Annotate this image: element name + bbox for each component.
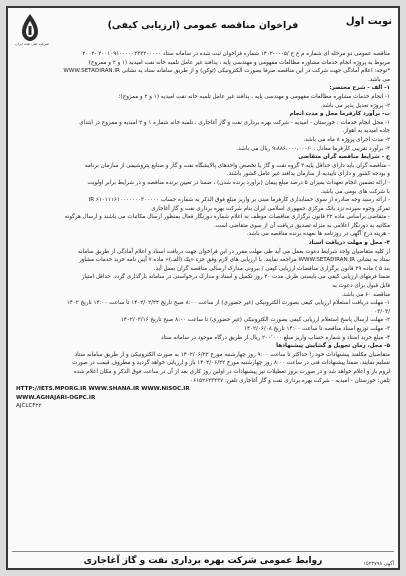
notice-line: بند ۵ ) ماده ۲۹ قانون برگزاری مناقصات ارزیابی کیفی / بیرونی مدارک ارسالی مناقصه گران بعمل آید. [153, 265, 390, 272]
notice-title: فراخوان مناقصه عمومی (ارزیابی کیفی) [107, 20, 299, 31]
notice-line: جاده امیدیه به اهواز. [342, 128, 390, 135]
notice-line: ضمنا فرمهای ارزیابی کیفی می بایستی ظرف مدت ۲۰ روز تکمیل و اسناد و مدارک درخواستی در سامانه بارگذاری گردد. حداقل امتیاز [81, 274, 390, 281]
section-heading: ج - شرایط مناقصه گران متقاضی [298, 154, 390, 161]
tender-notice-page [6, 6, 400, 570]
website-links: HTTP://IETS.MPORG.IR WWW.SHANA.IR WWW.NISOC.IR [16, 386, 190, 393]
notice-code: AJCLCF۲۲ [16, 403, 42, 410]
company-logo-icon [14, 12, 46, 44]
notice-line: ۱- انجام خدمات مشاوره مطالعات مفهومی و مهندسی پایه ، پدافند غیر عامل تلمبه خانه نفت امیدیه (۱ و ۲ و ممزوج)؛ [118, 93, 390, 100]
notice-line: قابل قبول برای دعوت به [332, 283, 390, 290]
notice-line: مربوط به پروژه انجام خدمات مشاوره مطالعات مفهومی و مهندسی پایه ، پدافند غیر عامل تلمبه خانه نفت امیدیه (۱ و ۲ و ممزوج) [88, 59, 390, 66]
notice-line: مکاتبه به دورنگار اعلامی به منزله تصدیق دریافت آن از سوی متقاضی است. [214, 222, 390, 229]
website-links: WWW.AGHAJARI-OGPC.IR [16, 394, 96, 401]
section-heading: ۳- محل و مهلت دریافت اسناد [308, 240, 390, 247]
notice-line: ستاد به نشانی WWW.SETADIRAN.IR مراجعه نمایند. با ارزیابی های لازم وفق جزء «یک (الف)» ماده ۷ آیین نامه خرید خدمات مشاور [78, 257, 390, 264]
notice-line: ۳- مهلت توزیع اسناد مناقصه تا ساعت ۱۴:۰۰ تاریخ ۱۴۰۲/۰۶/۰۸ [243, 326, 390, 332]
notice-line: متقاضیان مکلفند پیشنهادات خود را حداکثر تا ساعت ۹:۰۰ روز چهارشنبه مورخ ۱۴۰۲/۰۶/۲۲ به صورت الکترونیکی و از طریق سامانه ستاد [74, 351, 390, 358]
footer-title: روابط عمومی شرکت بهره برداری نفت و گاز آغاجاری [12, 551, 394, 566]
notice-header [8, 8, 398, 48]
notice-line: - متقاضی براساس ماده ۲۲ قانون برگزاری مناقصات موظف به اعلام شماره دورنگار فعال بمنظور ارسال مکاتبات می باشند و ارسال هرگونه [64, 214, 390, 221]
notice-line: ۲- پروژه تعدیل پذیر می باشد. [320, 102, 390, 109]
notice-line: با شرکت های بومی می باشد. [320, 188, 390, 195]
publication-badge: نوبت اول [345, 16, 392, 27]
notice-line: تلفن: خوزستان - امیدیه - شرکت بهره برداری نفت و گاز آغاجاری تلفن: ۰۶۱۵۲۶۲۳۴۳۷ [190, 377, 390, 384]
notice-line: - ارائه رسید وجه صادره از سوی حسابداری کارفرما مبنی بر واریز مبلغ فوق الذکر به شماره حساب ۶۱۰۱۱۱۶۱۰۰۰۰۰۰۰۳۰۰۰۰۰ IR [88, 197, 390, 204]
notice-line: - هزینه درج آگهی در روزنامه ها بعهده برنده مناقصه می باشد. [246, 231, 390, 238]
notice-line: ۱- محل انجام خدمات : خوزستان - امیدیه - شرکت بهره برداری نفت و گاز آغاجاری ، تلمبه خانه شماره ۱ و ۲ امیدیه و ممزوج در ابتدای [79, 119, 390, 126]
notice-body [8, 48, 398, 411]
notice-footer [12, 551, 394, 566]
notice-line: ۴- مبلغ خرید اسناد و شماره حساب واریز مبلغ ۲۰۰٬۰۰۰ ریال از طریق درگاه موجود در سامانه ستاد [161, 334, 390, 341]
notice-line: ۲- مدت اجرای پروژه ۸ ماه می باشد. [303, 136, 390, 143]
section-heading: ۱- الف - شرح مختصر: [329, 85, 390, 92]
notice-line: مناقصه عمومی دو مرحله ای شماره م ع ح /۰۰۰۵-۱۴۰۲ شماره فراخوان ثبت شده در سامانه ستاد ۲۰۰۱۰۹۱۰۰۰۰۰۲۳۲۲۰۰۰۰۰ -۲۰۰۲ [82, 51, 390, 57]
footer-id: آگهی ۱۵۲۳۷۹۸ [363, 561, 394, 567]
notice-line: /۰۳/۰۳ [374, 308, 390, 315]
notice-line: ۱- مهلت دریافت استعلام ارزیابی کیفی بصورت الکترونیکی (غیر حضوری) از ساعت ۸:۰۰ صبح تاریخ ۱۴۰۲/۰۲/۲۴ تا ساعت ۱۴:۰۰ تاریخ ۱۴۰۲ [66, 300, 390, 307]
notice-line: لزوم باز و اعلام خواهد شد و در صورت بروز تعطیلات نیز پیشنهادات در اولین روز کاری بعد از آن در ساعت فوق الذکر و مکان اعلام شده [73, 368, 390, 375]
notice-line: ۳- برآورد تقریبی کارفرما معادل : -/۹،۸۸۶،۰۰۰،۰۰۰ ریال می باشد. [236, 145, 390, 152]
notice-line: تمرکز وجوه سپرده نزد بانک مرکزی جمهوری اسلامی ایران بنام شرکت بهره برداری نفت و گاز آغاجاری [151, 205, 390, 212]
notice-line: و بودجه کشور و دارای تاییدیه از سازمان پدافند غیر عامل کشور باشند. [226, 171, 390, 178]
notice-line: - ارائه تضمین انجام تعهدات بمیزان ۵ درصد مبلغ پیمان (براورد برنده شدن) ، ضمنا در تعیین برنده مناقصه و در شرایط برابر اولویت [87, 179, 390, 186]
notice-line: مناقصه ۶۰ می باشد. [341, 291, 390, 298]
notice-line: ۲- مهلت ارسال پاسخ استعلام ارزیابی کیفی بصورت الکترونیکی (غیر حضوری) تا ساعت ۸:۰۰ صبح تاریخ ۱۴۰۲/۰۳/۱۶ [120, 317, 390, 324]
notice-line: - مناقصه گران باید دارای حداقل پایه ۳ گروه نفت و گاز یا تخصص واحدهای پالایشگاه نفت و گاز و صنایع پتروشیمی از سازمان برنامه [84, 162, 390, 169]
notice-line: می باشد. [367, 76, 390, 83]
logo-caption: شرکت ملی نفت ایران [15, 42, 49, 46]
notice-line: از کلیه متقاضیان واجد شرایط دعوت بعمل می آید طی مهلت مقرر در این فراخوان جهت دریافت اسناد و اعلام آمادگی از طریق سامانه [77, 248, 390, 255]
notice-line: *توجه: اعلام آمادگی جهت شرکت در این مناقصه صرفا بصورت الکترونیکی (توکن) و از طریق سامانه ستاد به نشانی WWW.SETADIRAN.IR [63, 68, 390, 75]
notice-line: تسلیم نمایند، ضمنا پیشنهادات فنی در ساعت ۸:۰۰ روز چهارشنبه مورخ ۱۴۰۲/۰۶/۲۲ باز و ارزیابی خواهد گردید و مظروف قیمت در صورت [72, 360, 390, 367]
section-heading: ب- برآورد کارفرما محل و مدت انجام [289, 111, 390, 118]
section-heading: ۵- محل، زمان تحویل و گشایش پیشنهادها [276, 343, 390, 350]
